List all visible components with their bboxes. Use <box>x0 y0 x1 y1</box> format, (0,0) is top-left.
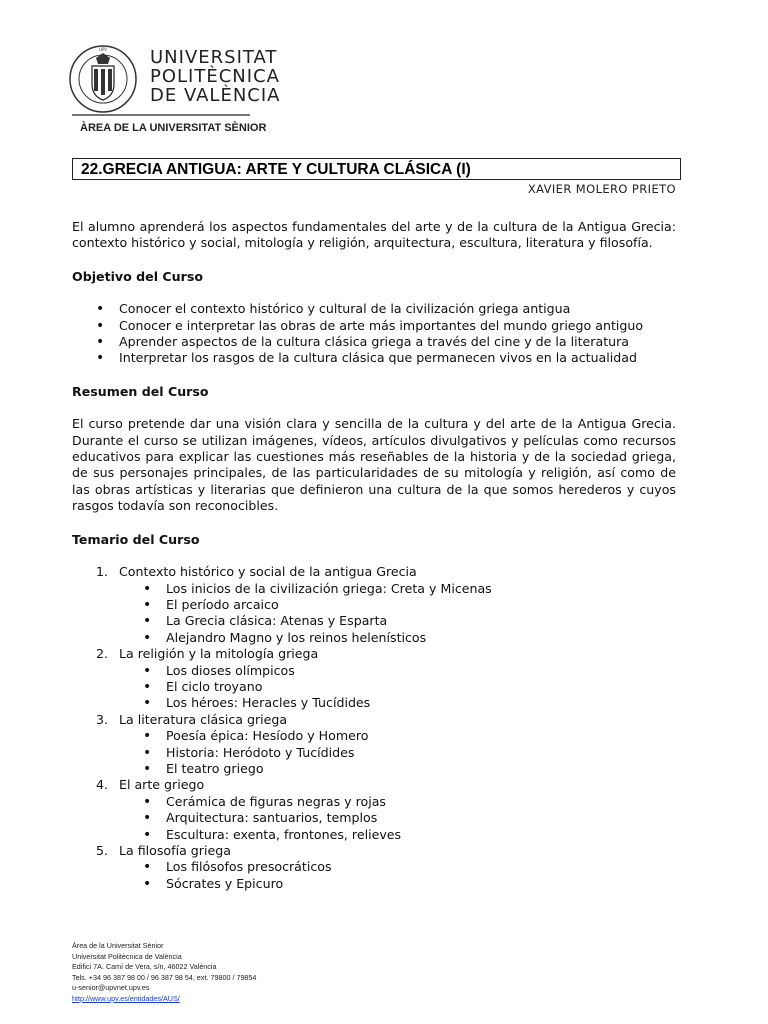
unit-number: 4. <box>96 777 109 793</box>
objetivo-list <box>72 301 676 367</box>
list-item: • El ciclo troyano <box>119 679 676 695</box>
list-item: • La Grecia clásica: Atenas y Esparta <box>119 613 676 629</box>
list-item: • Los filósofos presocráticos <box>119 859 676 875</box>
footer-line: Universitat Politècnica de València <box>72 951 182 961</box>
footer-email: u-senior@upvnet.upv.es <box>72 983 150 993</box>
unit-title: El arte griego <box>119 777 205 793</box>
university-name <box>150 48 281 105</box>
footer <box>72 941 256 1005</box>
unit-number: 3. <box>96 711 109 727</box>
svg-text:UPV: UPV <box>98 47 108 52</box>
temario-unit <box>72 564 676 646</box>
header-divider <box>72 114 250 116</box>
list-item: • Interpretar los rasgos de la cultura clásica que permanecen vivos en la actualidad <box>72 350 676 366</box>
intro-paragraph: El alumno aprenderá los aspectos fundamentales del arte y de la cultura de la Antigua Grecia: contexto histórico y social, mitología y religión, arquitectura, escultura, literatura y filosofía. <box>72 219 676 251</box>
list-item: • Arquitectura: santuarios, templos <box>119 810 676 826</box>
list-item: • Los dioses olímpicos <box>119 663 676 679</box>
unit-number: 1. <box>96 564 109 580</box>
unit-topics <box>119 794 676 843</box>
unit-topics <box>119 728 676 777</box>
document-body <box>72 219 676 892</box>
unit-topics <box>119 581 676 647</box>
university-seal-icon <box>68 44 138 114</box>
course-title-box <box>72 158 681 180</box>
list-item: • Conocer el contexto histórico y cultural de la civilización griega antigua <box>72 301 676 317</box>
temario-unit <box>72 646 676 712</box>
temario-list <box>72 564 676 892</box>
temario-unit <box>72 712 676 778</box>
list-item: • Aprender aspectos de la cultura clásica griega a través del cine y de la literatura <box>72 334 676 350</box>
university-name-line: DE VALÈNCIA <box>150 85 281 106</box>
list-item: • Cerámica de figuras negras y rojas <box>119 794 676 810</box>
footer-line: Tels. +34 96 387 98 00 / 96 387 98 54, ext. 79800 / 79854 <box>72 972 257 982</box>
list-item: • El teatro griego <box>119 761 676 777</box>
list-item: • Poesía épica: Hesíodo y Homero <box>119 728 676 744</box>
footer-link[interactable]: http://www.upv.es/entidades/AUS/ <box>72 993 180 1003</box>
list-item: • Alejandro Magno y los reinos helenísticos <box>119 630 676 646</box>
temario-unit <box>72 777 676 843</box>
unit-title: La literatura clásica griega <box>119 711 288 727</box>
unit-number: 5. <box>96 843 109 858</box>
unit-title: Contexto histórico y social de la antigua Grecia <box>119 564 417 580</box>
footer-line: Àrea de la Universitat Sènior <box>72 941 164 950</box>
course-author: XAVIER MOLERO PRIETO <box>527 182 676 196</box>
footer-line: Edifici 7A. Camí de Vera, s/n, 46022 València <box>72 962 217 972</box>
list-item: • Los inicios de la civilización griega: Creta y Micenas <box>119 581 676 597</box>
area-title: ÀREA DE LA UNIVERSITAT SÈNIOR <box>80 122 267 134</box>
unit-topics <box>119 663 676 712</box>
unit-title: La religión y la mitología griega <box>119 646 319 662</box>
university-name-line: UNIVERSITAT <box>150 47 278 68</box>
temario-unit <box>72 843 676 892</box>
objetivo-heading: Objetivo del Curso <box>72 268 203 284</box>
list-item: • El período arcaico <box>119 597 676 613</box>
unit-topics <box>119 859 676 892</box>
list-item: • Historia: Heródoto y Tucídides <box>119 745 676 761</box>
temario-heading: Temario del Curso <box>72 531 200 547</box>
unit-number: 2. <box>96 646 109 662</box>
list-item: • Los héroes: Heracles y Tucídides <box>119 695 676 711</box>
resumen-heading: Resumen del Curso <box>72 383 209 399</box>
course-title: 22.GRECIA ANTIGUA: ARTE Y CULTURA CLÁSICA (I) <box>81 161 471 178</box>
unit-title: La filosofía griega <box>119 843 231 858</box>
resumen-paragraph: El curso pretende dar una visión clara y sencilla de la cultura y del arte de la Antigua Grecia. Durante el curso se utilizan imágenes, vídeos, artículos divulgativos y películas como recursos educativos para explicar las cuestiones más reseñables de la historia y de la sociedad griega, de sus personajes principales, de las particularidades de su mitología y religión, así como de las obras artísticas y literarias que definieron una cultura de la que somos herederos y cuyos rasgos todavía son reconocibles. <box>72 416 676 514</box>
university-name-line: POLITÈCNICA <box>150 66 280 87</box>
list-item: • Escultura: exenta, frontones, relieves <box>119 827 676 843</box>
list-item: • Conocer e interpretar las obras de arte más importantes del mundo griego antiguo <box>72 318 676 334</box>
list-item: • Sócrates y Epicuro <box>119 876 676 892</box>
